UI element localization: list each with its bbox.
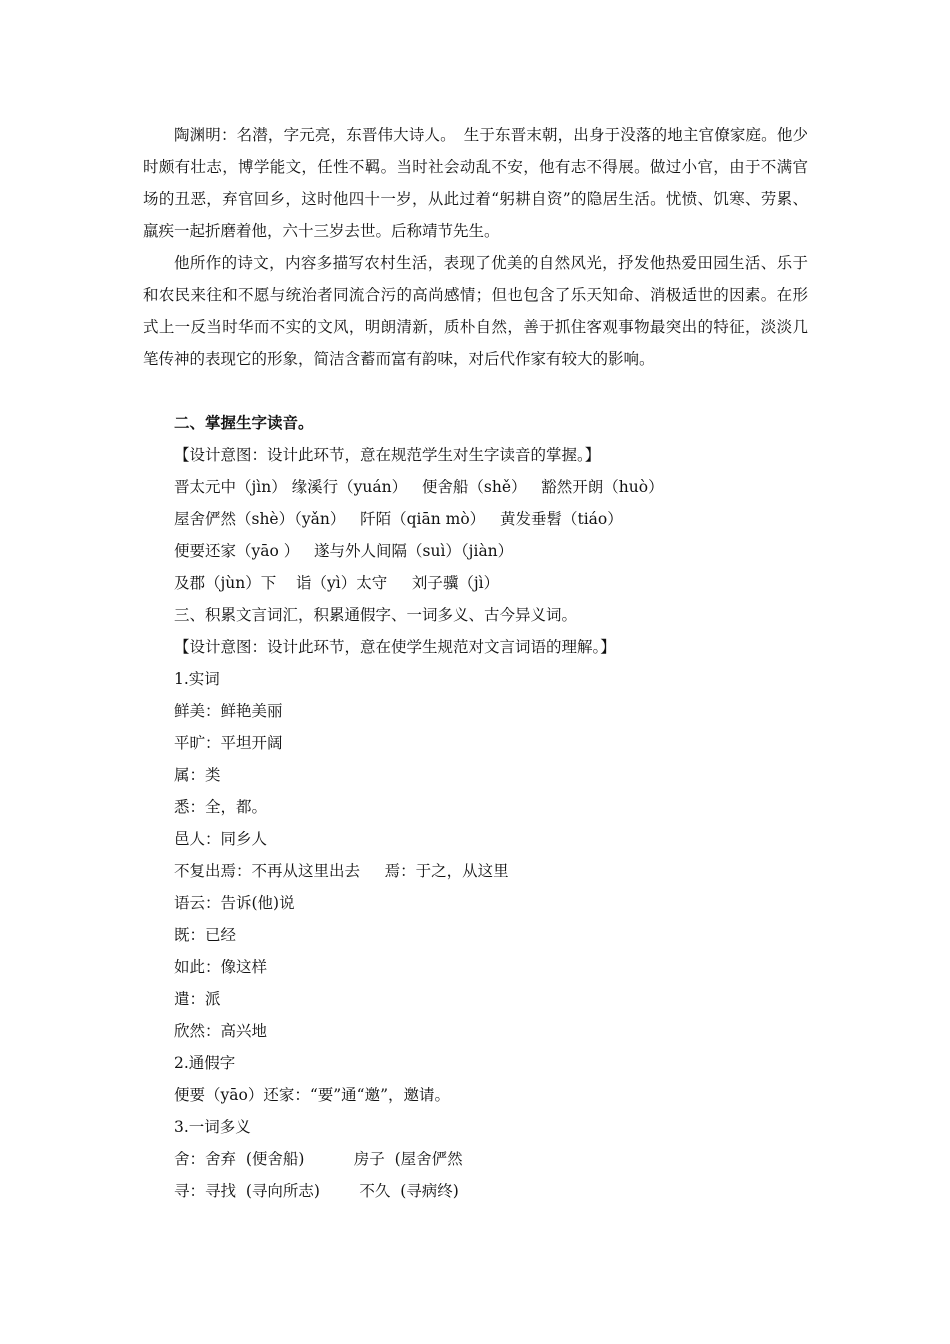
design-intent-note: 【设计意图：设计此环节，意在规范学生对生字读音的掌握。】 bbox=[174, 446, 601, 464]
pronunciation-line: 屋舍俨然（shè）（yǎn） 阡陌（qiān mò） 黄发垂髫（tiáo） bbox=[174, 510, 623, 528]
vocab-entry: 便要（yāo）还家：“要”通“邀”，邀请。 bbox=[174, 1086, 451, 1104]
subsection-heading: 1.实词 bbox=[174, 670, 220, 688]
subsection-heading: 3.一词多义 bbox=[174, 1118, 251, 1136]
pronunciation-line: 及郡（jùn）下 诣（yì）太守 刘子骥（jì） bbox=[174, 574, 500, 592]
vocab-entry: 寻：寻找 (寻向所志) 不久 (寻病终) bbox=[174, 1182, 459, 1200]
design-intent-note: 【设计意图：设计此环节，意在使学生规范对文言词语的理解。】 bbox=[174, 638, 616, 656]
body-paragraph: 他所作的诗文，内容多描写农村生活，表现了优美的自然风光，抒发他热爱田园生活、乐于和农民来往和不愿与统治者同流合污的高尚感情；但也包含了乐天知命、消极适世的因素。在形式上一反当时华而不实的文风，明朗清新，质朴自然，善于抓住客观事物最突出的特征，淡淡几笔传神的表现它的形象，简洁含蓄而富有韵味，对后代作家有较大的影响。 bbox=[143, 254, 808, 368]
vocab-entry: 既：已经 bbox=[174, 926, 237, 944]
vocab-entry: 欣然：高兴地 bbox=[174, 1022, 268, 1040]
vocab-entry: 不复出焉：不再从这里出去 焉：于之，从这里 bbox=[174, 862, 509, 880]
vocab-entry: 平旷：平坦开阔 bbox=[174, 734, 283, 752]
section-heading: 二、掌握生字读音。 bbox=[174, 413, 314, 432]
pronunciation-line: 晋太元中（jìn） 缘溪行（yuán） 便舍船（shě） 豁然开朗（huò） bbox=[174, 478, 664, 496]
vocab-entry: 鲜美：鲜艳美丽 bbox=[174, 702, 283, 720]
vocab-entry: 语云：告诉(他)说 bbox=[174, 894, 295, 912]
vocab-entry: 遣：派 bbox=[174, 990, 221, 1008]
vocab-entry: 属：类 bbox=[174, 766, 221, 784]
pronunciation-line: 便要还家（yāo ） 遂与外人间隔（suì）（jiàn） bbox=[174, 542, 514, 560]
section-heading: 三、积累文言词汇，积累通假字、一词多义、古今异义词。 bbox=[174, 606, 578, 624]
vocab-entry: 邑人：同乡人 bbox=[174, 830, 268, 848]
vocab-entry: 如此：像这样 bbox=[174, 958, 268, 976]
body-paragraph: 陶渊明：名潜，字元亮，东晋伟大诗人。 生于东晋末朝，出身于没落的地主官僚家庭。他少时颇有壮志，博学能文，任性不羁。当时社会动乱不安，他有志不得展。做过小官，由于不满官场的丑恶，弃官回乡，这时他四十一岁，从此过着“躬耕自资”的隐居生活。忧愤、饥寒、劳累、羸疾一起折磨着他，六十三岁去世。后称靖节先生。 bbox=[143, 126, 808, 240]
subsection-heading: 2.通假字 bbox=[174, 1054, 236, 1072]
vocab-entry: 悉：全，都。 bbox=[174, 798, 268, 816]
vocab-entry: 舍：舍弃 (便舍船) 房子 (屋舍俨然 bbox=[174, 1150, 463, 1168]
